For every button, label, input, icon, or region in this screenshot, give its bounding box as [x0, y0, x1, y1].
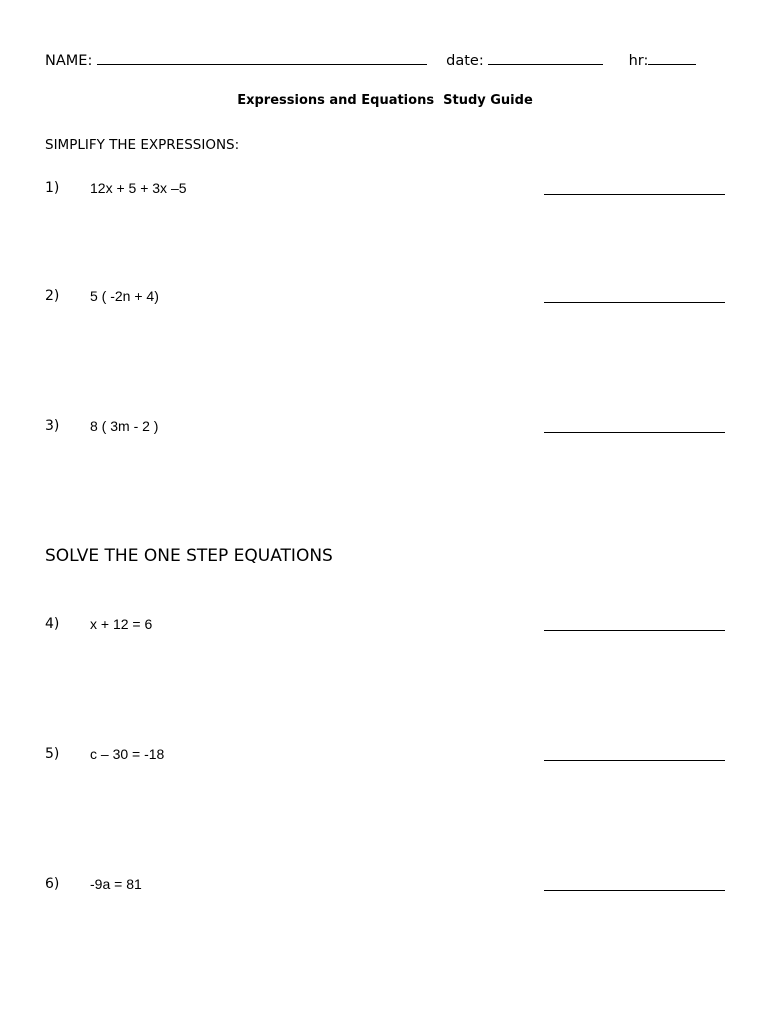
answer-line: [544, 890, 725, 891]
header-line: [45, 50, 696, 69]
problem-number: 2): [45, 288, 60, 304]
answer-line: [544, 432, 725, 433]
answer-line: [544, 760, 725, 761]
problem-expression: 5 ( -2n + 4): [90, 288, 159, 304]
problem-5: [45, 746, 725, 766]
problem-2: [45, 288, 725, 308]
problem-4: [45, 616, 725, 636]
answer-line: [544, 630, 725, 631]
section-heading-simplify: SIMPLIFY THE EXPRESSIONS:: [45, 137, 240, 153]
answer-line: [544, 194, 725, 195]
hr-blank: [648, 50, 696, 65]
date-label: date:: [446, 53, 484, 69]
problem-number: 1): [45, 180, 60, 196]
section-heading-solve: SOLVE THE ONE STEP EQUATIONS: [45, 546, 333, 566]
problem-number: 5): [45, 746, 60, 762]
problem-number: 6): [45, 876, 60, 892]
problem-number: 4): [45, 616, 60, 632]
date-blank: [488, 50, 603, 65]
problem-3: [45, 418, 725, 438]
worksheet-title: Expressions and Equations Study Guide: [237, 93, 533, 108]
name-label: NAME:: [45, 53, 93, 69]
name-blank: [97, 50, 427, 65]
problem-expression: x + 12 = 6: [90, 616, 153, 632]
problem-expression: 8 ( 3m - 2 ): [90, 418, 159, 434]
problem-expression: c – 30 = -18: [90, 746, 165, 762]
problem-1: [45, 180, 725, 200]
problem-6: [45, 876, 725, 896]
hr-label: hr:: [628, 53, 649, 69]
problem-expression: -9a = 81: [90, 876, 142, 892]
problem-number: 3): [45, 418, 60, 434]
answer-line: [544, 302, 725, 303]
problem-expression: 12x + 5 + 3x –5: [90, 180, 187, 196]
